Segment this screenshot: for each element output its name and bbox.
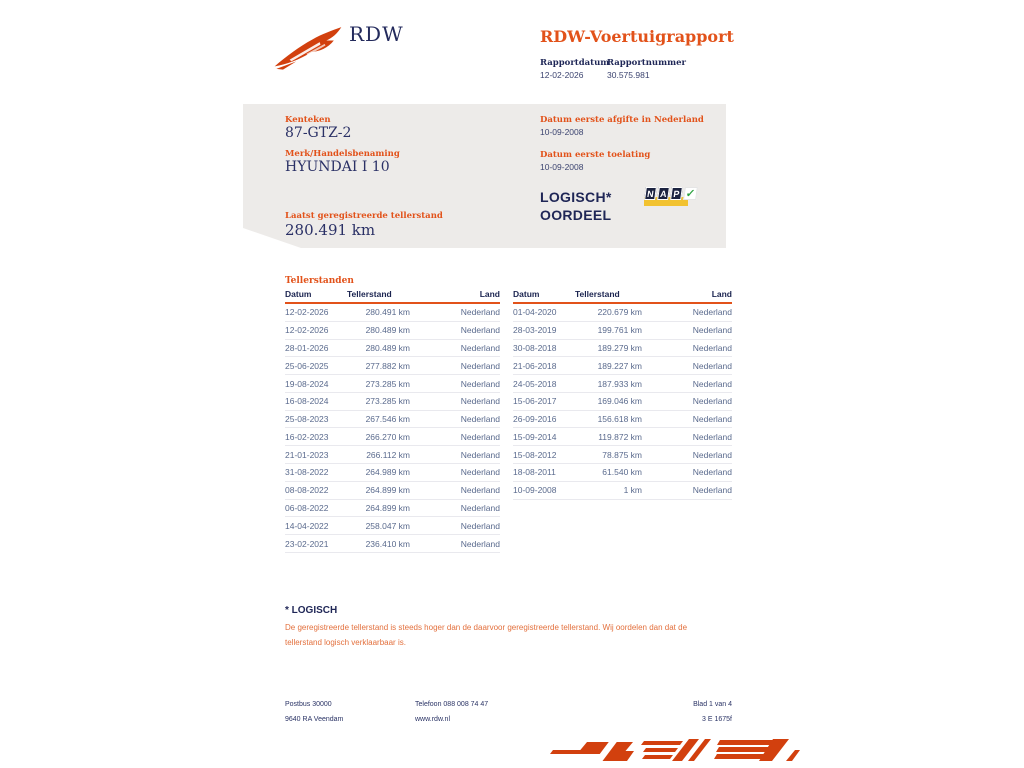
cell-datum: 12-02-2026 [285,325,329,336]
cell-land: Nederland [460,485,500,496]
footer-contact [415,697,488,727]
table-row [285,322,500,340]
footer-meta [693,697,732,727]
oordeel-block [540,188,612,224]
kenteken-value: 87-GTZ-2 [285,125,352,141]
cell-land: Nederland [692,325,732,336]
cell-land: Nederland [692,360,732,371]
cell-tellerstand: 258.047 km [365,520,410,531]
col-land: Land [479,289,500,299]
cell-datum: 15-09-2014 [513,431,557,442]
col-tellerstand: Tellerstand [575,289,620,299]
table-row [285,464,500,482]
cell-datum: 16-08-2024 [285,396,329,407]
table-row [285,428,500,446]
tellerstanden-table-right [513,289,732,500]
cell-datum: 23-02-2021 [285,538,329,549]
footer-page-number: Blad 1 van 4 [693,701,732,708]
table-row [513,340,732,358]
cell-datum: 30-08-2018 [513,342,557,353]
table-row [285,340,500,358]
cell-tellerstand: 267.546 km [365,414,410,425]
table-row [285,375,500,393]
tellerstand-label: Laatst geregistreerde tellerstand [285,211,443,221]
table-row [513,322,732,340]
cell-datum: 10-09-2008 [513,485,557,496]
cell-datum: 21-01-2023 [285,449,329,460]
col-tellerstand: Tellerstand [347,289,392,299]
footer-address-line1: Postbus 30000 [285,701,332,708]
cell-tellerstand: 156.618 km [597,414,642,425]
table-row [285,411,500,429]
tellerstanden-section-title: Tellerstanden [285,276,354,286]
merk-value: HYUNDAI I 10 [285,159,390,175]
footnote-body: De geregistreerde tellerstand is steeds hoger dan de daarvoor geregistreerde tellerstand. Wij oordelen dan dat de tellerstand logisch verklaarbaar is. [285,623,688,647]
report-date-value: 12-02-2026 [540,70,584,80]
table-row [513,393,732,411]
table-row [285,393,500,411]
nap-letter-n: N [644,187,657,200]
cell-datum: 06-08-2022 [285,502,329,513]
cell-tellerstand: 119.872 km [598,431,642,442]
afgifte-value: 10-09-2008 [540,127,584,137]
cell-datum: 01-04-2020 [513,307,557,318]
cell-tellerstand: 273.285 km [365,396,410,407]
cell-datum: 25-06-2025 [285,360,329,371]
cell-datum: 21-06-2018 [513,360,557,371]
col-datum: Datum [285,289,312,299]
cell-land: Nederland [692,449,732,460]
cell-land: Nederland [692,378,732,389]
cell-tellerstand: 280.491 km [365,307,410,318]
cell-land: Nederland [460,538,500,549]
table-row [513,357,732,375]
cell-datum: 08-08-2022 [285,485,329,496]
cell-datum: 28-03-2019 [513,325,557,336]
cell-land: Nederland [460,467,500,478]
table-header [513,289,732,304]
cell-tellerstand: 280.489 km [365,342,410,353]
cell-tellerstand: 220.679 km [597,307,642,318]
table-body [285,304,500,553]
merk-label: Merk/Handelsbenaming [285,149,400,159]
cell-land: Nederland [460,520,500,531]
cell-tellerstand: 61.540 km [602,467,642,478]
cell-tellerstand: 277.882 km [365,360,410,371]
cell-land: Nederland [692,414,732,425]
cell-land: Nederland [460,307,500,318]
cell-land: Nederland [460,396,500,407]
tellerstanden-table-left [285,289,500,553]
report-title: RDW-Voertuigrapport [540,27,734,46]
report-number-value: 30.575.981 [607,70,650,80]
afgifte-label: Datum eerste afgifte in Nederland [540,115,704,125]
cell-datum: 18-08-2011 [513,467,556,478]
cell-datum: 24-05-2018 [513,378,557,389]
cell-land: Nederland [460,342,500,353]
footer-form-code: 3 E 1675f [702,716,732,723]
col-land: Land [711,289,732,299]
cell-datum: 31-08-2022 [285,467,329,478]
table-header [285,289,500,304]
cell-tellerstand: 273.285 km [365,378,410,389]
cell-datum: 25-08-2023 [285,414,329,425]
tellerstand-value: 280.491 km [285,221,376,239]
footer-address [285,697,343,727]
cell-tellerstand: 266.270 km [365,431,410,442]
table-body [513,304,732,500]
cell-land: Nederland [692,342,732,353]
cell-datum: 26-09-2016 [513,414,557,425]
cell-datum: 15-08-2012 [513,449,557,460]
cell-tellerstand: 189.227 km [597,360,642,371]
cell-land: Nederland [692,467,732,478]
table-row [513,428,732,446]
cell-tellerstand: 187.933 km [597,378,642,389]
nap-letter-a: A [657,187,670,200]
table-row [513,446,732,464]
cell-tellerstand: 264.899 km [365,502,410,513]
table-row [513,375,732,393]
table-row [285,500,500,518]
rdw-logo-text: RDW [349,22,404,46]
cell-land: Nederland [460,378,500,389]
cell-land: Nederland [460,414,500,425]
nap-letter-p: P [670,187,683,200]
footnote-title: * LOGISCH [285,605,338,616]
table-row [513,464,732,482]
cell-land: Nederland [460,449,500,460]
footer-address-line2: 9640 RA Veendam [285,716,344,723]
kenteken-label: Kenteken [285,115,331,125]
rdw-brand-stripes-graphic [545,737,800,768]
report-number-label: Rapportnummer [607,58,686,68]
cell-land: Nederland [460,325,500,336]
stripes-icon [545,737,800,768]
footer-website: www.rdw.nl [415,716,451,723]
cell-land: Nederland [692,485,732,496]
footer-phone: Telefoon 088 008 74 47 [415,701,489,708]
cell-land: Nederland [692,431,732,442]
table-row [513,304,732,322]
report-date-label: Rapportdatum [540,58,610,68]
table-row [285,304,500,322]
cell-land: Nederland [460,431,500,442]
cell-tellerstand: 189.279 km [597,342,642,353]
table-row [285,535,500,553]
cell-datum: 16-02-2023 [285,431,329,442]
oordeel-line2: OORDEEL [540,207,612,223]
rdw-feather-icon [273,26,343,70]
cell-tellerstand: 199.761 km [597,325,642,336]
rdw-logo [273,26,343,70]
cell-tellerstand: 264.989 km [365,467,410,478]
table-row [285,357,500,375]
cell-land: Nederland [460,502,500,513]
col-datum: Datum [513,289,540,299]
cell-datum: 14-04-2022 [285,520,329,531]
cell-datum: 15-06-2017 [513,396,557,407]
table-row [513,411,732,429]
toelating-label: Datum eerste toelating [540,150,651,160]
nap-check-icon: ✓ [683,187,698,200]
cell-tellerstand: 236.410 km [365,538,410,549]
oordeel-line1: LOGISCH* [540,189,612,205]
table-row [285,446,500,464]
cell-tellerstand: 78.875 km [602,449,642,460]
table-row [513,482,732,500]
cell-land: Nederland [460,360,500,371]
toelating-value: 10-09-2008 [540,162,584,172]
cell-datum: 12-02-2026 [285,307,329,318]
cell-tellerstand: 1 km [623,485,642,496]
cell-land: Nederland [692,307,732,318]
cell-tellerstand: 266.112 km [366,449,410,460]
nap-logo [644,186,700,212]
cell-datum: 28-01-2026 [285,342,329,353]
cell-tellerstand: 280.489 km [365,325,410,336]
cell-tellerstand: 169.046 km [597,396,642,407]
cell-datum: 19-08-2024 [285,378,329,389]
cell-land: Nederland [692,396,732,407]
cell-tellerstand: 264.899 km [365,485,410,496]
table-row [285,482,500,500]
table-row [285,517,500,535]
